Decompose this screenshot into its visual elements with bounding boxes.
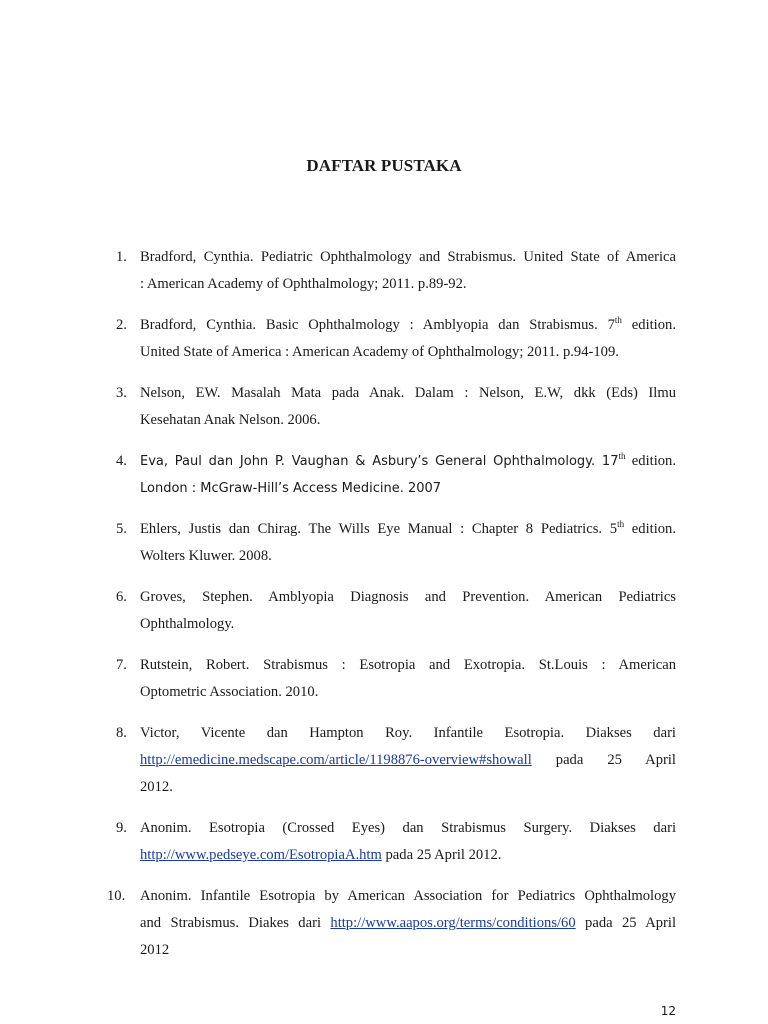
- reference-number: 1.: [116, 249, 127, 265]
- reference-text-part: pada 25 April 2012.: [381, 847, 502, 863]
- reference-item-8: [116, 720, 676, 801]
- reference-text: [140, 312, 676, 339]
- reference-item-5: [116, 516, 676, 570]
- reference-number: 7.: [116, 657, 127, 673]
- reference-number: 5.: [116, 521, 127, 537]
- reference-text: Wolters Kluwer. 2008.: [140, 548, 272, 564]
- edition-superscript: th: [618, 451, 626, 462]
- reference-number: 6.: [116, 589, 127, 605]
- reference-number: 9.: [116, 820, 127, 836]
- reference-item-6: [116, 584, 676, 638]
- reference-text: Nelson, EW. Masalah Mata pada Anak. Dalam : Nelson, E.W, dkk (Eds) Ilmu: [140, 385, 676, 401]
- reference-text: Victor, Vicente dan Hampton Roy. Infantile Esotropia. Diakses dari: [140, 725, 676, 741]
- reference-text-part: Eva, Paul dan John P. Vaughan & Asbury’s General Ophthalmology. 17: [140, 454, 619, 469]
- reference-link[interactable]: http://www.pedseye.com/EsotropiaA.htm: [140, 847, 382, 863]
- reference-text: 2012.: [140, 779, 173, 795]
- reference-text: Rutstein, Robert. Strabismus : Esotropia and Exotropia. St.Louis : American: [140, 657, 676, 673]
- reference-item-10: [107, 883, 676, 964]
- reference-item-1: [116, 244, 676, 298]
- reference-text: Anonim. Infantile Esotropia by American Association for Pediatrics Ophthalmology: [140, 888, 676, 904]
- reference-text: Kesehatan Anak Nelson. 2006.: [140, 412, 321, 428]
- reference-text-part: edition.: [621, 317, 676, 333]
- reference-item-7: [116, 652, 676, 706]
- reference-text: London : McGraw-Hill’s Access Medicine. 2007: [140, 481, 442, 496]
- reference-text: Ophthalmology.: [140, 616, 235, 632]
- reference-text: [140, 910, 676, 937]
- reference-text: [140, 516, 676, 543]
- reference-text: [140, 842, 676, 869]
- reference-text: Groves, Stephen. Amblyopia Diagnosis and Prevention. American Pediatrics: [140, 589, 676, 605]
- reference-text-part: Ehlers, Justis dan Chirag. The Wills Eye Manual : Chapter 8 Pediatrics. 5: [140, 521, 618, 537]
- reference-text: [140, 747, 676, 774]
- reference-item-2: [116, 312, 676, 366]
- reference-number: 10.: [107, 888, 126, 904]
- reference-item-9: [116, 815, 676, 869]
- reference-number: 8.: [116, 725, 127, 741]
- reference-text: Anonim. Esotropia (Crossed Eyes) dan Strabismus Surgery. Diakses dari: [140, 820, 676, 836]
- reference-list: [107, 244, 676, 978]
- edition-superscript: th: [617, 519, 625, 530]
- reference-item-4: [116, 448, 676, 502]
- reference-text: Optometric Association. 2010.: [140, 684, 319, 700]
- reference-number: 4.: [116, 453, 127, 469]
- edition-superscript: th: [614, 315, 622, 326]
- reference-text: : American Academy of Ophthalmology; 2011. p.89-92.: [140, 276, 467, 292]
- page-title: DAFTAR PUSTAKA: [306, 156, 462, 175]
- reference-text-part: and Strabismus. Diakes dari: [140, 915, 331, 931]
- reference-text: United State of America : American Academy of Ophthalmology; 2011. p.94-109.: [140, 344, 619, 360]
- reference-link[interactable]: http://www.aapos.org/terms/conditions/60: [330, 915, 576, 931]
- reference-item-3: [116, 380, 676, 434]
- reference-text-part: edition.: [625, 453, 676, 469]
- reference-number: 2.: [116, 317, 127, 333]
- reference-text: 2012: [140, 942, 170, 958]
- reference-number: 3.: [116, 385, 127, 401]
- reference-text-part: pada 25 April: [575, 915, 676, 931]
- reference-text-part: pada 25 April: [555, 752, 676, 768]
- reference-text-part: Bradford, Cynthia. Basic Ophthalmology : Amblyopia dan Strabismus. 7: [140, 317, 615, 333]
- reference-text: Bradford, Cynthia. Pediatric Ophthalmology and Strabismus. United State of America: [140, 249, 676, 265]
- reference-link[interactable]: http://emedicine.medscape.com/article/1198876-overview#showall: [140, 752, 532, 768]
- reference-text: [140, 448, 676, 475]
- reference-text-part: edition.: [624, 521, 676, 537]
- page-number: 12: [660, 1004, 676, 1018]
